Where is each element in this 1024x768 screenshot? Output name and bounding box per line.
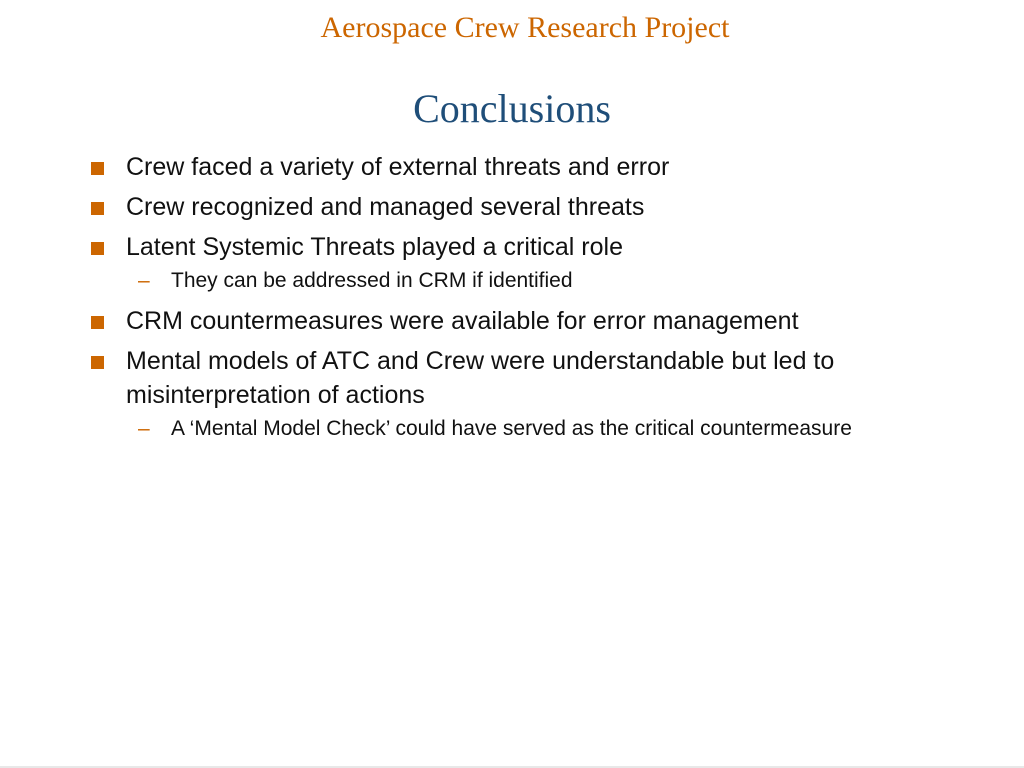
bullet-item <box>88 230 968 264</box>
bullet-text: Crew recognized and managed several threats <box>126 193 645 221</box>
sub-bullet-item <box>88 414 968 444</box>
sub-bullet-item <box>88 266 968 296</box>
square-bullet-icon <box>91 202 104 215</box>
square-bullet-icon <box>91 162 104 175</box>
dash-marker: – <box>138 417 150 440</box>
bullet-text: Crew faced a variety of external threats and error <box>126 153 670 181</box>
bullet-item <box>88 190 968 224</box>
slide-title: Conclusions <box>413 86 611 131</box>
bullet-item <box>88 344 968 412</box>
sub-bullet-text: They can be addressed in CRM if identified <box>171 269 573 292</box>
bullet-text: Latent Systemic Threats played a critical role <box>126 233 623 261</box>
square-bullet-icon <box>91 242 104 255</box>
project-title: Aerospace Crew Research Project <box>320 11 730 44</box>
bullet-list <box>88 150 968 452</box>
bullet-text: CRM countermeasures were available for error management <box>126 307 799 335</box>
dash-marker: – <box>138 269 150 292</box>
sub-bullet-text: A ‘Mental Model Check’ could have served as the critical countermeasure <box>171 417 852 440</box>
square-bullet-icon <box>91 316 104 329</box>
bullet-item <box>88 150 968 184</box>
square-bullet-icon <box>91 356 104 369</box>
bullet-text: Mental models of ATC and Crew were understandable but led to misinterpretation of actions <box>126 347 835 409</box>
bullet-item <box>88 304 968 338</box>
